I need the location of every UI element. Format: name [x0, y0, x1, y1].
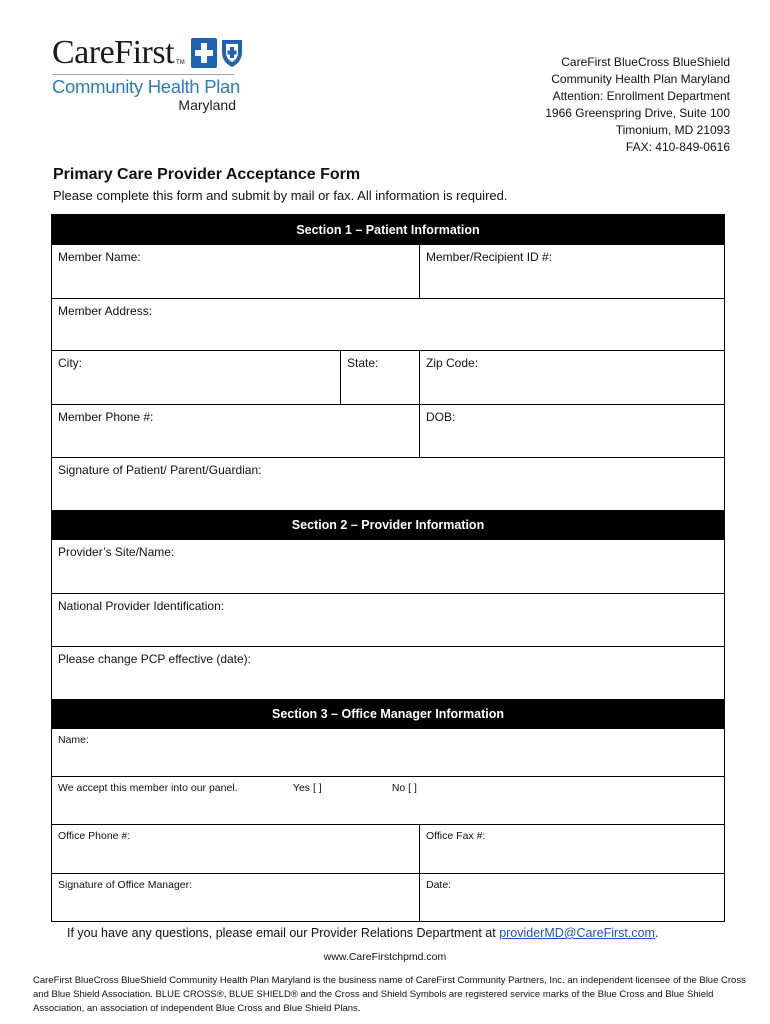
- address-line: Attention: Enrollment Department: [552, 89, 730, 103]
- manager-name-label: Name:: [58, 734, 89, 746]
- patient-signature-label: Signature of Patient/ Parent/Guardian:: [58, 463, 262, 477]
- manager-signature-label: Signature of Office Manager:: [58, 879, 193, 891]
- dob-field[interactable]: [419, 405, 724, 457]
- accept-member-row: [52, 776, 724, 824]
- state-label: State:: [347, 356, 379, 370]
- accept-member-label: We accept this member into our panel.: [58, 782, 238, 794]
- patient-signature-field[interactable]: [52, 458, 724, 510]
- blue-shield-icon: [220, 38, 244, 68]
- contact-question: [67, 926, 658, 940]
- city-label: City:: [58, 356, 82, 370]
- manager-name-field[interactable]: [52, 729, 724, 776]
- carefirst-logo: [52, 36, 252, 126]
- member-phone-field[interactable]: [52, 405, 419, 457]
- website-url: www.CareFirstchpmd.com: [323, 951, 447, 963]
- pcp-effective-label: Please change PCP effective (date):: [58, 652, 252, 666]
- contact-question-end: .: [654, 926, 659, 940]
- logo-brand-text: CareFirst: [52, 34, 175, 71]
- zip-code-label: Zip Code:: [426, 356, 479, 370]
- pcp-effective-row: [52, 646, 724, 699]
- member-name-label: Member Name:: [58, 250, 141, 264]
- provider-site-label: Provider’s Site/Name:: [58, 545, 175, 559]
- city-state-zip-row: [52, 350, 724, 404]
- manager-name-row: [52, 729, 724, 776]
- form-instructions: Please complete this form and submit by mail or fax. All information is required.: [53, 188, 508, 203]
- blue-cross-icon: [191, 38, 217, 68]
- form-title: Primary Care Provider Acceptance Form: [53, 166, 361, 183]
- office-contact-row: [52, 824, 724, 873]
- address-line: Community Health Plan Maryland: [551, 72, 730, 86]
- member-address-row: [52, 298, 724, 350]
- section-1-header: Section 1 – Patient Information: [52, 215, 724, 245]
- manager-signature-row: [52, 873, 724, 921]
- member-phone-label: Member Phone #:: [58, 410, 154, 424]
- fax-number: FAX: 410-849-0616: [625, 140, 730, 154]
- patient-signature-row: [52, 457, 724, 510]
- accept-member-field: [52, 777, 724, 824]
- provider-site-field[interactable]: [52, 540, 724, 593]
- npi-row: [52, 593, 724, 646]
- manager-signature-field[interactable]: [52, 874, 419, 921]
- member-id-field[interactable]: [419, 245, 724, 298]
- npi-field[interactable]: [52, 594, 724, 646]
- member-name-row: [52, 245, 724, 298]
- address-line: 1966 Greenspring Drive, Suite 100: [545, 106, 730, 120]
- office-fax-field[interactable]: [419, 825, 724, 873]
- member-name-field[interactable]: [52, 245, 419, 298]
- logo-divider: [52, 74, 234, 75]
- acceptance-form-table: [51, 214, 725, 922]
- address-line: CareFirst BlueCross BlueShield: [561, 55, 730, 69]
- logo-trademark: TM: [176, 60, 185, 66]
- office-fax-label: Office Fax #:: [426, 830, 486, 842]
- mailing-address: [545, 54, 730, 156]
- address-line: Timonium, MD 21093: [615, 123, 730, 137]
- section-3-header: Section 3 – Office Manager Information: [52, 699, 724, 729]
- phone-dob-row: [52, 404, 724, 457]
- zip-code-field[interactable]: [419, 351, 724, 404]
- logo-maryland: Maryland: [178, 97, 236, 113]
- member-id-label: Member/Recipient ID #:: [426, 250, 553, 264]
- dob-label: DOB:: [426, 410, 456, 424]
- member-address-field[interactable]: [52, 299, 724, 350]
- yes-checkbox[interactable]: Yes [ ]: [292, 782, 322, 794]
- office-phone-label: Office Phone #:: [58, 830, 131, 842]
- pcp-effective-date-field[interactable]: [52, 647, 724, 699]
- city-field[interactable]: [52, 351, 340, 404]
- provider-email-link[interactable]: providerMD@CareFirst.com: [499, 926, 655, 940]
- signature-date-field[interactable]: [419, 874, 724, 921]
- office-phone-field[interactable]: [52, 825, 419, 873]
- no-checkbox[interactable]: No [ ]: [391, 782, 417, 794]
- section-2-header: Section 2 – Provider Information: [52, 510, 724, 540]
- provider-site-row: [52, 540, 724, 593]
- state-field[interactable]: [340, 351, 419, 404]
- legal-disclaimer: CareFirst BlueCross BlueShield Community Health Plan Maryland is the business name of CareFirst Community Partners, Inc. an independent licensee of the Blue Cross and Blue Shield Association. BLUE CROSS®, BLUE SHIELD® and the Cross and Shield Symbols are registered service marks of the Blue Cross and Blue Shield Association, an association of independent Blue Cross and Blue Shield Plans.: [33, 975, 746, 1014]
- npi-label: National Provider Identification:: [58, 599, 225, 613]
- contact-question-text: If you have any questions, please email our Provider Relations Department at: [67, 926, 500, 940]
- signature-date-label: Date:: [426, 879, 452, 891]
- member-address-label: Member Address:: [58, 304, 153, 318]
- logo-community-health-plan: Community Health Plan: [52, 76, 241, 97]
